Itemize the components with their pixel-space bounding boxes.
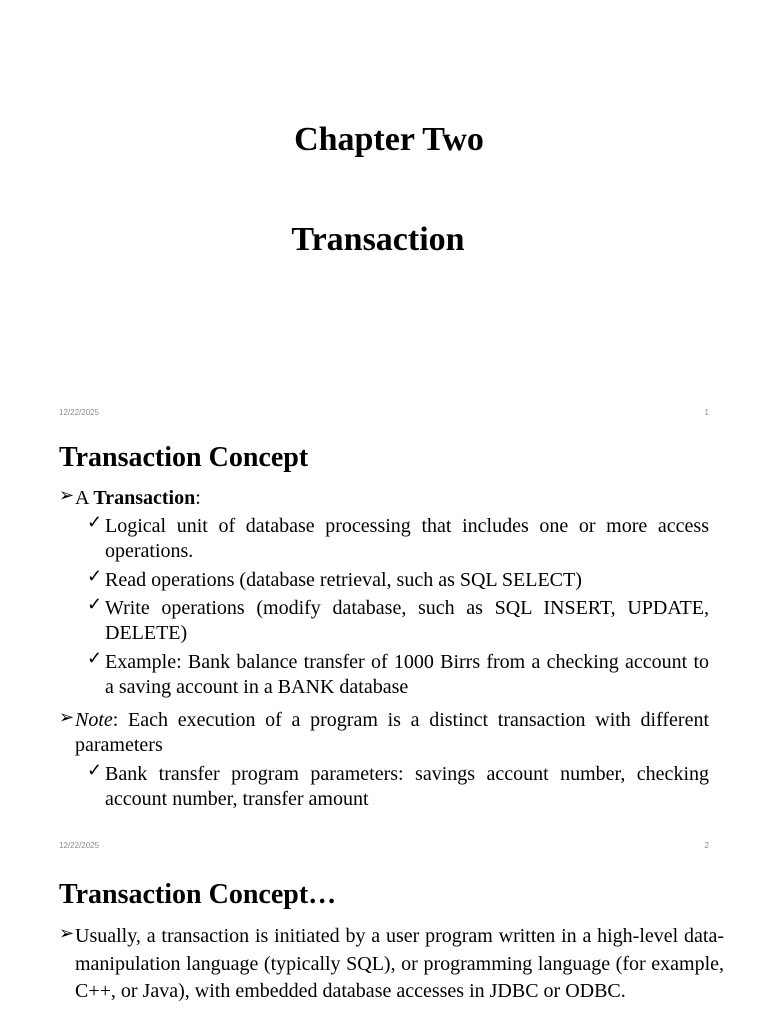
arrowhead-bullet-icon: ➢: [59, 923, 75, 943]
checkmark-bullet-icon: ✓: [87, 512, 103, 532]
checkmark-bullet-icon: ✓: [87, 566, 103, 586]
note-text: : Each execution of a program is a distinct transaction with different parameters: [75, 709, 709, 756]
bullet-text-prefix: A: [75, 487, 94, 509]
sub-bullet-example: [59, 650, 709, 700]
slide-date: 12/22/2025: [59, 841, 100, 850]
sub-bullet-text: Read operations (database retrieval, such as SQL SELECT): [105, 569, 582, 591]
sub-bullet-logical-unit: [59, 514, 709, 564]
bullet-item-transaction: [59, 486, 709, 511]
bullet-list: [59, 486, 709, 812]
bullet-text-bold: Transaction: [93, 487, 196, 509]
note-label: Note: [75, 709, 113, 731]
sub-bullet-text: Write operations (modify database, such as SQL INSERT, UPDATE, DELETE): [105, 597, 709, 644]
checkmark-bullet-icon: ✓: [87, 760, 103, 780]
bullet-text-suffix: :: [195, 487, 201, 509]
bullet-list: [59, 923, 724, 1006]
bullet-item-usually: [59, 923, 724, 1006]
sub-bullet-text: Example: Bank balance transfer of 1000 Birrs from a checking account to a saving account in a BANK database: [105, 651, 709, 698]
arrowhead-bullet-icon: ➢: [59, 707, 75, 727]
sub-bullet-text: Logical unit of database processing that includes one or more access operations.: [105, 515, 709, 562]
slide-number: 2: [704, 841, 709, 850]
slide-title: Chapter Two: [294, 121, 484, 158]
slide-3: [0, 855, 768, 1024]
slide-subtitle: Transaction: [291, 221, 465, 258]
checkmark-bullet-icon: ✓: [87, 594, 103, 614]
bullet-item-note: [59, 708, 709, 758]
slide-1: [0, 0, 768, 425]
sub-bullet-read-ops: [59, 568, 709, 593]
arrowhead-bullet-icon: ➢: [59, 485, 75, 505]
slide-number: 1: [704, 408, 709, 417]
bullet-text: Usually, a transaction is initiated by a user program written in a high-level data-manipulation language (typically SQL), or programming language (for example, C++, or Java), with embedded database accesses in JDBC or ODBC.: [75, 925, 724, 1002]
sub-bullet-transfer-params: [59, 762, 709, 812]
checkmark-bullet-icon: ✓: [87, 648, 103, 668]
slide-heading: Transaction Concept…: [59, 879, 337, 910]
slide-2: [0, 425, 768, 855]
slide-date: 12/22/2025: [59, 408, 100, 417]
sub-bullet-text: Bank transfer program parameters: savings account number, checking account number, transfer amount: [105, 763, 709, 810]
slide-heading: Transaction Concept: [59, 442, 309, 473]
sub-bullet-write-ops: [59, 596, 709, 646]
